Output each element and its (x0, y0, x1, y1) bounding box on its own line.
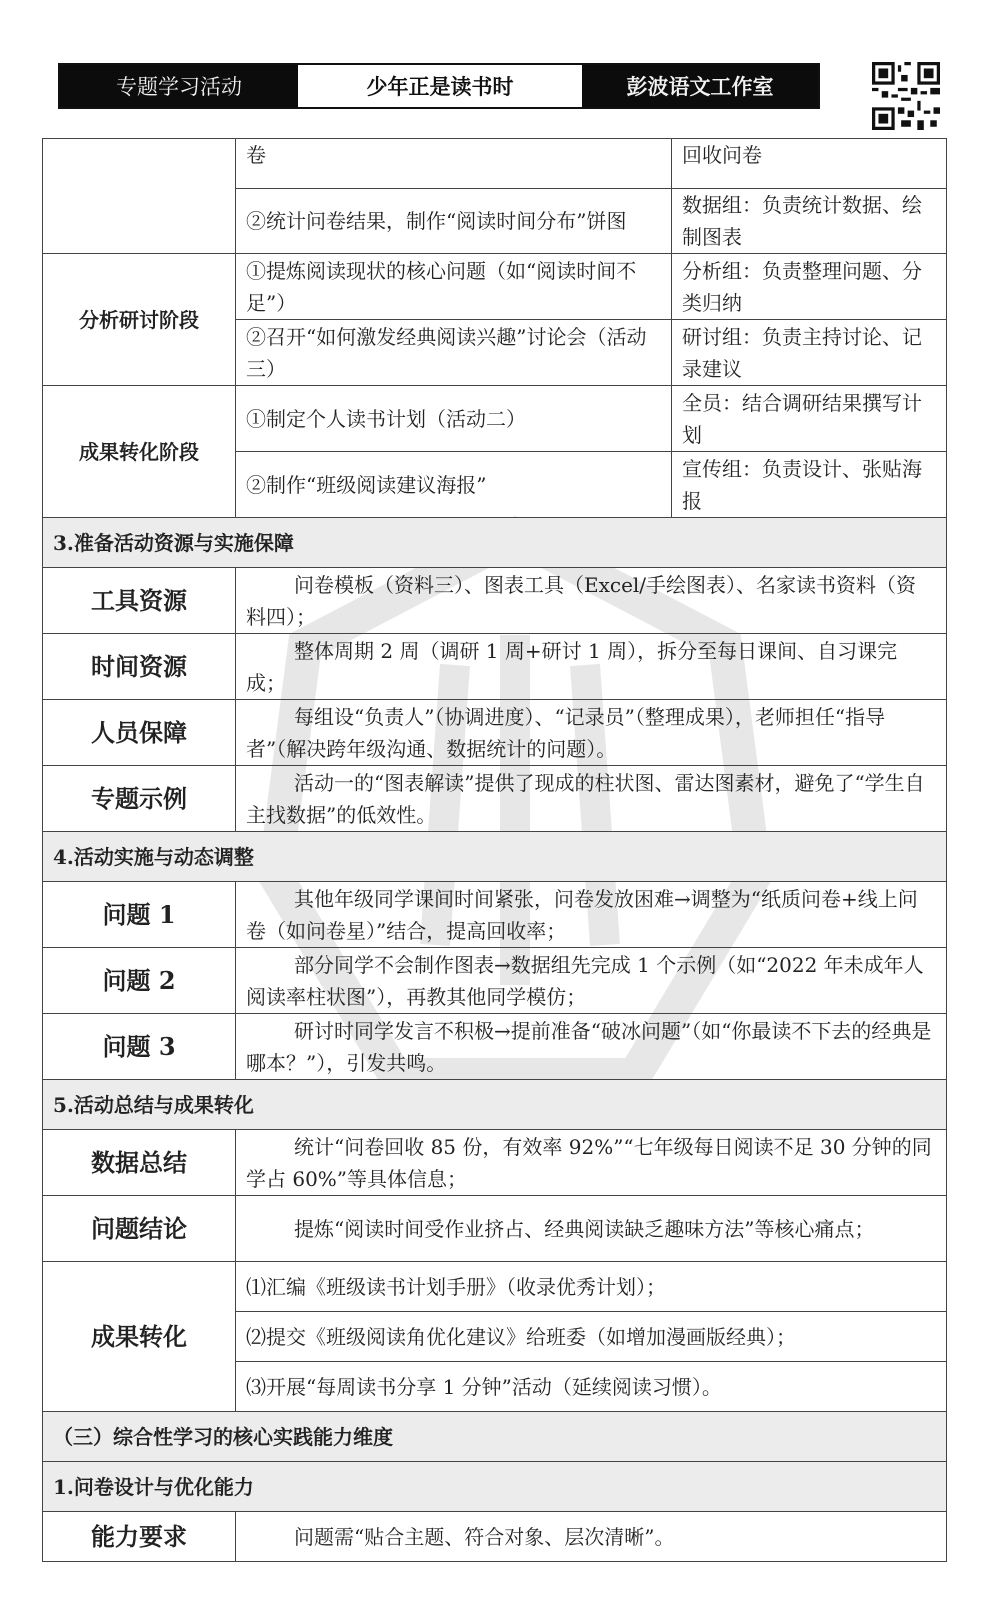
row-label: 工具资源 (43, 568, 236, 634)
header-title: 少年正是读书时 (298, 65, 582, 107)
role-cell: 研讨组：负责主持讨论、记录建议 (672, 320, 947, 386)
row-label: 人员保障 (43, 700, 236, 766)
stage-label-analysis: 分析研讨阶段 (43, 254, 236, 386)
row-text: 研讨时同学发言不积极→提前准备“破冰问题”（如“你最读不下去的经典是哪本？”），引发共鸣。 (236, 1014, 947, 1080)
list-item: ⑴汇编《班级读书计划手册》（收录优秀计划）； (236, 1262, 947, 1312)
table-row (43, 700, 947, 766)
header-bar (58, 63, 820, 109)
list-item: ⑶开展“每周读书分享 1 分钟”活动（延续阅读习惯）。 (236, 1362, 947, 1412)
section-3-title: 3.准备活动资源与实施保障 (43, 518, 947, 568)
role-cell: 全员：结合调研结果撰写计划 (672, 386, 947, 452)
row-text: 其他年级同学课间时间紧张，问卷发放困难→调整为“纸质问卷+线上问卷（如问卷星）”结合，提高回收率； (236, 882, 947, 948)
list-item: ⑵提交《班级阅读角优化建议》给班委（如增加漫画版经典）； (236, 1312, 947, 1362)
table-row (43, 766, 947, 832)
table-row (43, 882, 947, 948)
row-label: 问题 3 (43, 1014, 236, 1080)
role-cell: 回收问卷 (672, 139, 947, 189)
activity-plan-table (42, 138, 947, 1562)
task-cell: ②制作“班级阅读建议海报” (236, 452, 672, 518)
section-questionnaire-title: 1.问卷设计与优化能力 (43, 1462, 947, 1512)
table-row (43, 139, 947, 189)
header-left-tag: 专题学习活动 (60, 65, 298, 107)
stage-label-empty (43, 139, 236, 254)
row-text: 部分同学不会制作图表→数据组先完成 1 个示例（如“2022 年未成年人阅读率柱状图”），再教其他同学模仿； (236, 948, 947, 1014)
row-label: 问题结论 (43, 1196, 236, 1262)
section-header (43, 518, 947, 568)
section-header (43, 1080, 947, 1130)
row-label: 问题 1 (43, 882, 236, 948)
table-row (43, 254, 947, 320)
section-header (43, 1462, 947, 1512)
table-row (43, 568, 947, 634)
role-cell: 数据组：负责统计数据、绘制图表 (672, 189, 947, 254)
table-row (43, 1196, 947, 1262)
row-text: 统计“问卷回收 85 份，有效率 92%”“七年级每日阅读不足 30 分钟的同学占 60%”等具体信息； (236, 1130, 947, 1196)
row-label: 成果转化 (43, 1262, 236, 1412)
section-core-title: （三）综合性学习的核心实践能力维度 (43, 1412, 947, 1462)
table-row (43, 1130, 947, 1196)
table-row (43, 634, 947, 700)
row-text: 提炼“阅读时间受作业挤占、经典阅读缺乏趣味方法”等核心痛点； (236, 1196, 947, 1262)
row-text: 问题需“贴合主题、符合对象、层次清晰”。 (236, 1512, 947, 1562)
qr-code-icon[interactable] (872, 62, 940, 130)
row-label: 时间资源 (43, 634, 236, 700)
role-cell: 分析组：负责整理问题、分类归纳 (672, 254, 947, 320)
row-label: 专题示例 (43, 766, 236, 832)
table-row (43, 948, 947, 1014)
row-text: 整体周期 2 周（调研 1 周+研讨 1 周），拆分至每日课间、自习课完成； (236, 634, 947, 700)
table-row (43, 1262, 947, 1312)
task-cell: ①制定个人读书计划（活动二） (236, 386, 672, 452)
task-cell: ②统计问卷结果，制作“阅读时间分布”饼图 (236, 189, 672, 254)
section-4-title: 4.活动实施与动态调整 (43, 832, 947, 882)
table-row (43, 1014, 947, 1080)
section-5-title: 5.活动总结与成果转化 (43, 1080, 947, 1130)
task-cell: 卷 (236, 139, 672, 189)
row-text: 活动一的“图表解读”提供了现成的柱状图、雷达图素材，避免了“学生自主找数据”的低效性。 (236, 766, 947, 832)
row-label: 问题 2 (43, 948, 236, 1014)
task-cell: ②召开“如何激发经典阅读兴趣”讨论会（活动三） (236, 320, 672, 386)
task-cell: ①提炼阅读现状的核心问题（如“阅读时间不足”） (236, 254, 672, 320)
row-label: 能力要求 (43, 1512, 236, 1562)
stage-label-outcome: 成果转化阶段 (43, 386, 236, 518)
header-studio-name: 彭波语文工作室 (582, 65, 818, 107)
row-label: 数据总结 (43, 1130, 236, 1196)
section-header (43, 832, 947, 882)
role-cell: 宣传组：负责设计、张贴海报 (672, 452, 947, 518)
table-row (43, 1512, 947, 1562)
table-row (43, 386, 947, 452)
section-header (43, 1412, 947, 1462)
row-text: 问卷模板（资料三）、图表工具（Excel/手绘图表）、名家读书资料（资料四）； (236, 568, 947, 634)
row-text: 每组设“负责人”（协调进度）、“记录员”（整理成果），老师担任“指导者”（解决跨年级沟通、数据统计的问题）。 (236, 700, 947, 766)
